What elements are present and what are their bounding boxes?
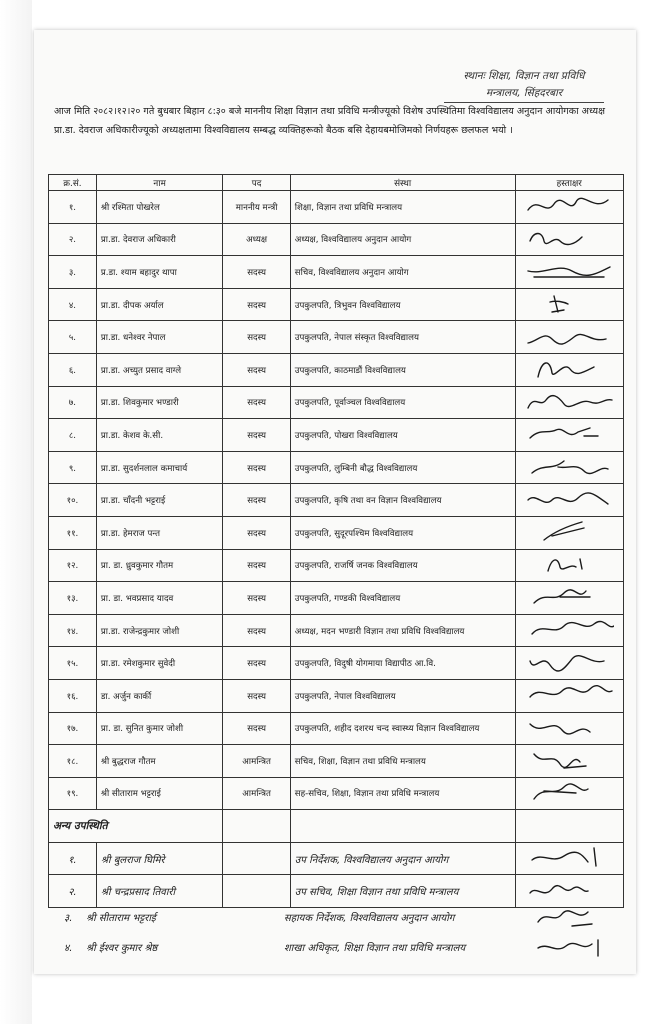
row-name: प्रा. डा. सुनित कुमार जोशी (96, 712, 223, 745)
row-signature (515, 777, 624, 810)
row-post: अध्यक्ष (223, 223, 290, 256)
row-sn: १९. (49, 777, 97, 810)
signature-icon (524, 420, 614, 446)
attendance-table (48, 174, 624, 908)
row-sn: ४. (49, 288, 97, 321)
row-name: श्री रश्मिता पोखरेल (96, 191, 223, 224)
header-name: नाम (96, 175, 223, 191)
free-sn: ३. (64, 913, 73, 924)
row-signature (515, 679, 624, 712)
row-org: उपकुलपति, गण्डकी विश्वविद्यालय (290, 582, 515, 615)
other-signature (515, 842, 624, 875)
row-name: प्रा.डा. दीपक अर्याल (96, 288, 223, 321)
row-signature (515, 223, 624, 256)
signature-icon (524, 616, 614, 642)
row-org: उपकुलपति, लुम्बिनी बौद्ध विश्वविद्यालय (290, 451, 515, 484)
row-signature (515, 386, 624, 419)
table-row (49, 451, 624, 484)
row-name: प्रा.डा. रमेशकुमार सुवेदी (96, 647, 223, 680)
table-row (49, 679, 624, 712)
table-row (49, 842, 624, 875)
row-signature (515, 419, 624, 452)
row-name: प्रा.डा. सुदर्शनलाल कमाचार्य (96, 451, 223, 484)
page-shadow (0, 0, 32, 1024)
signature-icon (524, 779, 614, 805)
meeting-place (414, 68, 634, 103)
row-name: प्रा.डा. धनेश्वर नेपाल (96, 321, 223, 354)
row-sn: ८. (49, 419, 97, 452)
header-org: संस्था (290, 175, 515, 191)
signature-icon (524, 192, 614, 218)
other-sn: २. (49, 875, 97, 908)
row-org: सह-सचिव, शिक्षा, विज्ञान तथा प्रविधि मन्त्रालय (290, 777, 515, 810)
table-row (49, 191, 624, 224)
row-signature (515, 582, 624, 615)
row-post: सदस्य (223, 549, 290, 582)
row-post: सदस्य (223, 386, 290, 419)
other-org: उप निर्देशक, विश्वविद्यालय अनुदान आयोग (290, 842, 515, 875)
signature-icon (524, 323, 614, 349)
row-post: सदस्य (223, 256, 290, 289)
row-org: अध्यक्ष, विश्वविद्यालय अनुदान आयोग (290, 223, 515, 256)
signature-icon (524, 290, 614, 316)
row-sn: १. (49, 191, 97, 224)
table-row (49, 647, 624, 680)
table-row (49, 614, 624, 647)
row-sn: १७. (49, 712, 97, 745)
others-section (49, 810, 624, 843)
row-signature (515, 191, 624, 224)
free-org: सहायक निर्देशक, विश्वविद्यालय अनुदान आयोग (284, 913, 455, 924)
signature-icon (524, 681, 614, 707)
table-row (49, 223, 624, 256)
row-post: आमन्त्रित (223, 745, 290, 778)
table-row (49, 712, 624, 745)
row-org: उपकुलपति, पोखरा विश्वविद्यालय (290, 419, 515, 452)
row-name: प्रा.डा. अच्युत प्रसाद वाग्ले (96, 353, 223, 386)
row-post: सदस्य (223, 516, 290, 549)
row-org: उपकुलपति, नेपाल विश्वविद्यालय (290, 679, 515, 712)
place-line-1: स्थानः शिक्षा, विज्ञान तथा प्रविधि (463, 70, 585, 82)
signature-icon (524, 877, 614, 903)
row-name: प्रा.डा. हेमराज पन्त (96, 516, 223, 549)
row-name: प्र.डा. श्याम बहादुर थापा (96, 256, 223, 289)
free-name: श्री ईश्वर कुमार श्रेष्ठ (86, 943, 158, 954)
row-org: उपकुलपति, शहीद दशरथ चन्द स्वास्थ्य विज्ञान विश्वविद्यालय (290, 712, 515, 745)
table-row (49, 386, 624, 419)
row-post: सदस्य (223, 679, 290, 712)
row-signature (515, 745, 624, 778)
row-post: सदस्य (223, 712, 290, 745)
table-row (49, 353, 624, 386)
row-signature (515, 484, 624, 517)
row-post: सदस्य (223, 614, 290, 647)
attendance-rows (49, 191, 624, 810)
row-org: अध्यक्ष, मदन भण्डारी विज्ञान तथा प्रविधि विश्वविद्यालय (290, 614, 515, 647)
row-signature (515, 712, 624, 745)
row-name: प्रा.डा. शिवकुमार भण्डारी (96, 386, 223, 419)
row-post: सदस्य (223, 288, 290, 321)
signature-icon (532, 934, 622, 960)
table-row (49, 582, 624, 615)
row-org: उपकुलपति, पूर्वाञ्चल विश्वविद्यालय (290, 386, 515, 419)
table-row (49, 484, 624, 517)
row-signature (515, 256, 624, 289)
free-signature (532, 904, 622, 933)
row-post: सदस्य (223, 419, 290, 452)
row-signature (515, 614, 624, 647)
free-org: शाखा अधिकृत, शिक्षा विज्ञान तथा प्रविधि मन्त्रालय (284, 943, 466, 954)
row-name: प्रा.डा. चाँदनी भट्टराई (96, 484, 223, 517)
row-name: श्री बुद्धराज गौतम (96, 745, 223, 778)
row-name: प्रा.डा. केशव के.सी. (96, 419, 223, 452)
row-signature (515, 647, 624, 680)
row-org: उपकुलपति, विदुषी योगमाया विद्यापीठ आ.वि. (290, 647, 515, 680)
row-sn: १३. (49, 582, 97, 615)
signature-icon (524, 551, 614, 577)
row-name: प्रा. डा. भवप्रसाद यादव (96, 582, 223, 615)
signature-icon (524, 714, 614, 740)
table-row (49, 321, 624, 354)
row-org: सचिव, शिक्षा, विज्ञान तथा प्रविधि मन्त्रालय (290, 745, 515, 778)
table-row (49, 549, 624, 582)
signature-icon (524, 583, 614, 609)
free-sn: ४. (64, 943, 73, 954)
row-org: उपकुलपति, नेपाल संस्कृत विश्वविद्यालय (290, 321, 515, 354)
signature-icon (524, 844, 614, 870)
row-sn: १५. (49, 647, 97, 680)
row-sn: १४. (49, 614, 97, 647)
row-org: उपकुलपति, त्रिभुवन विश्वविद्यालय (290, 288, 515, 321)
signature-icon (524, 355, 614, 381)
table-row (49, 256, 624, 289)
row-org: शिक्षा, विज्ञान तथा प्रविधि मन्त्रालय (290, 191, 515, 224)
row-org: उपकुलपति, काठमाडौं विश्वविद्यालय (290, 353, 515, 386)
row-org: उपकुलपति, सुदूरपश्चिम विश्वविद्यालय (290, 516, 515, 549)
other-signature (515, 875, 624, 908)
header-signature: हस्ताक्षर (515, 175, 624, 191)
free-name: श्री सीताराम भट्टराई (86, 913, 156, 924)
row-sn: ३. (49, 256, 97, 289)
signature-icon (524, 518, 614, 544)
row-name: प्रा.डा. देवराज अधिकारी (96, 223, 223, 256)
table-row (49, 419, 624, 452)
table-row (49, 516, 624, 549)
table-row (49, 777, 624, 810)
others-rows (49, 842, 624, 907)
row-sn: १२. (49, 549, 97, 582)
table-header-row (49, 175, 624, 191)
table-row (49, 875, 624, 908)
other-name: श्री बुलराज घिमिरे (96, 842, 223, 875)
row-post: आमन्त्रित (223, 777, 290, 810)
row-post: सदस्य (223, 451, 290, 484)
others-title: अन्य उपस्थिति (49, 810, 223, 843)
signature-icon (524, 225, 614, 251)
intro-paragraph: आज मिति २०८२।१२।२० गते बुधबार बिहान ८:३० बजे माननीय शिक्षा विज्ञान तथा प्रविधि मन्त्रीज्यूको विशेष उपस्थितिमा विश्वविद्यालय अनुदान आयोगका अध्यक्ष प्रा.डा. देवराज अधिकारीज्यूको अध्यक्षतामा विश्वविद्यालय सम्बद्ध व्यक्तिहरूको बैठक बसि देहायबमोजिमको निर्णयहरू छलफल भयो । (54, 106, 605, 136)
row-signature (515, 451, 624, 484)
row-post: सदस्य (223, 353, 290, 386)
other-name: श्री चन्द्रप्रसाद तिवारी (96, 875, 223, 908)
row-name: प्रा. डा. ध्रुवकुमार गौतम (96, 549, 223, 582)
other-sn: १. (49, 842, 97, 875)
row-org: उपकुलपति, कृषि तथा वन विज्ञान विश्वविद्यालय (290, 484, 515, 517)
other-org: उप सचिव, शिक्षा विज्ञान तथा प्रविधि मन्त्रालय (290, 875, 515, 908)
signature-icon (524, 453, 614, 479)
row-post: सदस्य (223, 582, 290, 615)
row-sn: १८. (49, 745, 97, 778)
row-signature (515, 549, 624, 582)
row-name: प्रा.डा. राजेन्द्रकुमार जोशी (96, 614, 223, 647)
row-sn: ११. (49, 516, 97, 549)
free-signature (532, 934, 622, 963)
table-row (49, 745, 624, 778)
row-sn: ७. (49, 386, 97, 419)
row-post: सदस्य (223, 647, 290, 680)
place-line-2: मन्त्रालय, सिंहदरबार (444, 85, 604, 103)
signature-icon (524, 388, 614, 414)
row-sn: १०. (49, 484, 97, 517)
table-row (49, 288, 624, 321)
header-sn: क्र.सं. (49, 175, 97, 191)
row-post: सदस्य (223, 321, 290, 354)
row-signature (515, 516, 624, 549)
row-org: उपकुलपति, राजर्षि जनक विश्वविद्यालय (290, 549, 515, 582)
row-org: सचिव, विश्वविद्यालय अनुदान आयोग (290, 256, 515, 289)
signature-icon (524, 649, 614, 675)
row-post: सदस्य (223, 484, 290, 517)
document-sheet (34, 30, 636, 974)
row-signature (515, 353, 624, 386)
row-post: माननीय मन्त्री (223, 191, 290, 224)
signature-icon (524, 486, 614, 512)
row-sn: ९. (49, 451, 97, 484)
row-signature (515, 321, 624, 354)
signature-icon (532, 904, 622, 930)
others-title-row (49, 810, 624, 843)
row-sn: १६. (49, 679, 97, 712)
row-signature (515, 288, 624, 321)
row-sn: ५. (49, 321, 97, 354)
row-name: श्री सीताराम भट्टराई (96, 777, 223, 810)
header-post: पद (223, 175, 290, 191)
signature-icon (524, 746, 614, 772)
signature-icon (524, 257, 614, 283)
row-sn: ६. (49, 353, 97, 386)
row-sn: २. (49, 223, 97, 256)
row-name: डा. अर्जुन कार्की (96, 679, 223, 712)
